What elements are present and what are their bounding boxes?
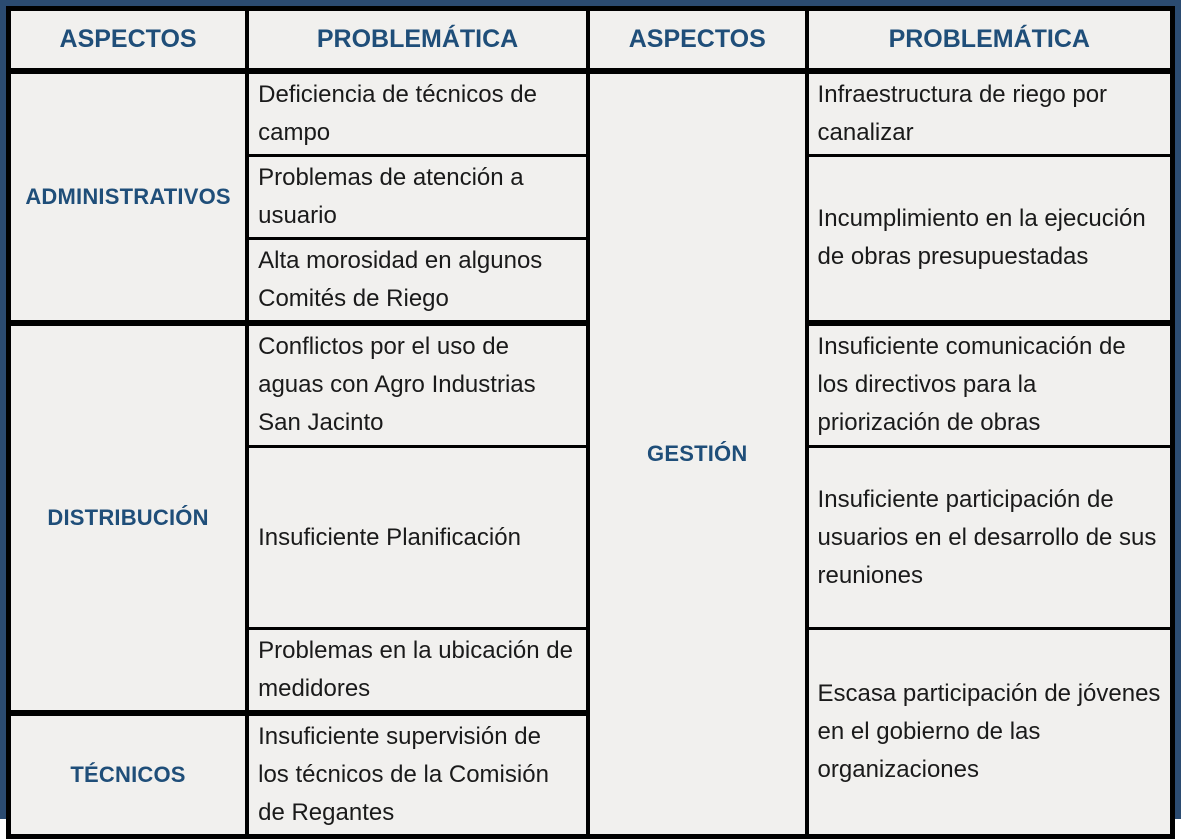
header-problems-left: PROBLEMÁTICA [247, 9, 588, 71]
problem-alta-morosidad: Alta morosidad en algunos Comités de Riego [247, 238, 588, 323]
problem-insuficiente-comunicacion: Insuficiente comunicación de los directivos para la priorización de obras [807, 323, 1173, 447]
aspect-tecnicos: TÉCNICOS [9, 713, 248, 837]
header-problems-right: PROBLEMÁTICA [807, 9, 1173, 71]
table-row [9, 71, 1173, 156]
problem-ubicacion-medidores: Problemas en la ubicación de medidores [247, 629, 588, 714]
header-row [9, 9, 1173, 71]
problem-insuficiente-supervision: Insuficiente supervisión de los técnicos de la Comisión de Regantes [247, 713, 588, 837]
problem-infraestructura-riego: Infraestructura de riego por canalizar [807, 71, 1173, 156]
problem-conflictos-aguas: Conflictos por el uso de aguas con Agro Industrias San Jacinto [247, 323, 588, 447]
header-aspects-left: ASPECTOS [9, 9, 248, 71]
problem-insuficiente-participacion: Insuficiente participación de usuarios en el desarrollo de sus reuniones [807, 447, 1173, 629]
problem-escasa-participacion-jovenes: Escasa participación de jóvenes en el gobierno de las organizaciones [807, 629, 1173, 837]
problem-atencion-usuario: Problemas de atención a usuario [247, 155, 588, 238]
problem-incumplimiento-obras: Incumplimiento en la ejecución de obras presupuestadas [807, 155, 1173, 323]
aspects-problems-table [6, 6, 1175, 839]
problem-deficiencia-tecnicos: Deficiencia de técnicos de campo [247, 71, 588, 156]
problem-insuficiente-planificacion: Insuficiente Planificación [247, 447, 588, 629]
aspect-gestion: GESTIÓN [588, 71, 807, 837]
header-aspects-right: ASPECTOS [588, 9, 807, 71]
aspect-distribucion: DISTRIBUCIÓN [9, 323, 248, 714]
aspect-administrativos: ADMINISTRATIVOS [9, 71, 248, 323]
